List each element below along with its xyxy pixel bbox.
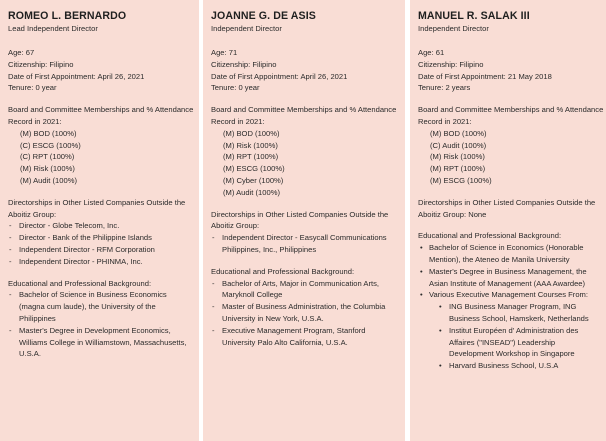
director-role: Independent Director — [211, 24, 282, 33]
director-name: MANUEL R. SALAK III — [418, 10, 530, 22]
education-item: - Executive Management Program, Stanford University Palo Alto California, U.S.A. — [211, 325, 399, 349]
membership-item: (M) RPT (100%) — [223, 152, 279, 162]
membership-item: (M) Risk (100%) — [20, 164, 75, 174]
membership-item: (M) BOD (100%) — [20, 128, 77, 138]
education-item: - Master's Degree in Development Economics, Williams College in Williamstown, Massachusetts, U.S.A. — [8, 325, 193, 360]
membership-item: (C) Audit (100%) — [430, 140, 487, 150]
courses-list — [429, 301, 602, 372]
directorship-item: - Director - Bank of the Philippine Islands — [8, 232, 193, 244]
director-age: Age: 71 — [211, 48, 238, 57]
directorships-heading: Directorships in Other Listed Companies Outside the Aboitiz Group: None — [418, 197, 596, 219]
director-tenure: Tenure: 0 year — [8, 83, 57, 93]
membership-item: (M) Cyber (100%) — [223, 175, 284, 185]
director-appointment: Date of First Appointment: 21 May 2018 — [418, 71, 552, 81]
director-card-bernardo — [0, 0, 199, 441]
directorship-item: - Independent Director - PHINMA, Inc. — [8, 256, 193, 268]
director-role: Independent Director — [418, 24, 489, 33]
membership-item: (C) RPT (100%) — [20, 152, 75, 162]
education-list — [211, 278, 405, 349]
director-tenure: Tenure: 2 years — [418, 83, 471, 93]
education-heading: Educational and Professional Background: — [211, 266, 355, 276]
education-item: • Master's Degree in Business Management, the Asian Institute of Management (AAA Awardee) — [418, 266, 602, 290]
membership-item: (M) ESCG (100%) — [430, 175, 492, 185]
membership-item: (M) BOD (100%) — [430, 128, 487, 138]
director-role: Lead Independent Director — [8, 24, 98, 33]
director-citizenship: Citizenship: Filipino — [8, 59, 74, 69]
director-citizenship: Citizenship: Filipino — [418, 59, 484, 69]
director-name: ROMEO L. BERNARDO — [8, 10, 127, 22]
board-memberships-heading: Board and Committee Memberships and % Attendance Record in 2021: — [8, 105, 194, 126]
education-item: • Bachelor of Science in Economics (Honorable Mention), the Ateneo de Manila University — [418, 242, 602, 266]
education-item — [418, 289, 602, 372]
directorships-list — [8, 220, 199, 267]
director-card-salak — [410, 0, 606, 441]
education-heading: Educational and Professional Background: — [418, 231, 562, 241]
directorships-heading: Directorships in Other Listed Companies Outside the Aboitiz Group: — [8, 197, 186, 219]
board-memberships-heading: Board and Committee Memberships and % Attendance Record in 2021: — [418, 105, 604, 126]
membership-item: (M) ESCG (100%) — [223, 164, 285, 174]
directorship-item: - Independent Director - Easycall Communications Philippines, Inc., Philippines — [211, 232, 399, 256]
director-appointment: Date of First Appointment: April 26, 2021 — [8, 71, 145, 81]
director-age: Age: 61 — [418, 48, 445, 57]
membership-item: (M) Risk (100%) — [223, 140, 278, 150]
director-name: JOANNE G. DE ASIS — [211, 10, 316, 22]
director-appointment: Date of First Appointment: April 26, 2021 — [211, 71, 348, 81]
directorships-heading: Directorships in Other Listed Companies Outside the Aboitiz Group: — [211, 209, 389, 231]
directorship-item: - Director - Globe Telecom, Inc. — [8, 220, 193, 232]
membership-item: (M) BOD (100%) — [223, 128, 280, 138]
directorship-item: - Independent Director - RFM Corporation — [8, 244, 193, 256]
education-list — [8, 289, 199, 360]
education-item: - Bachelor of Arts, Major in Communication Arts, Maryknoll College — [211, 278, 399, 302]
courses-label: Various Executive Management Courses From: — [429, 290, 588, 300]
director-tenure: Tenure: 0 year — [211, 83, 260, 93]
membership-item: (M) Risk (100%) — [430, 152, 485, 162]
membership-item: (M) Audit (100%) — [223, 187, 280, 197]
education-item: - Bachelor of Science in Business Economics (magna cum laude), the University of the Philippines — [8, 289, 193, 324]
course-item: • ING Business Manager Program, ING Business School, Hamskerk, Netherlands — [438, 301, 600, 325]
membership-item: (M) Audit (100%) — [20, 175, 77, 185]
director-age: Age: 67 — [8, 48, 35, 57]
director-card-de-asis — [203, 0, 405, 441]
membership-item: (C) ESCG (100%) — [20, 140, 81, 150]
education-list — [418, 242, 606, 372]
directorships-list — [211, 232, 405, 256]
course-item: • Harvard Business School, U.S.A — [438, 360, 600, 372]
board-memberships-heading: Board and Committee Memberships and % Attendance Record in 2021: — [211, 105, 397, 126]
director-citizenship: Citizenship: Filipino — [211, 59, 277, 69]
membership-item: (M) RPT (100%) — [430, 164, 486, 174]
education-item: - Master of Business Administration, the Columbia University in New York, U.S.A. — [211, 301, 399, 325]
course-item: • Institut Européen d' Administration des Affaires ("INSEAD") Leadership Development Workshop in Singapore — [438, 325, 600, 360]
education-heading: Educational and Professional Background: — [8, 278, 152, 288]
